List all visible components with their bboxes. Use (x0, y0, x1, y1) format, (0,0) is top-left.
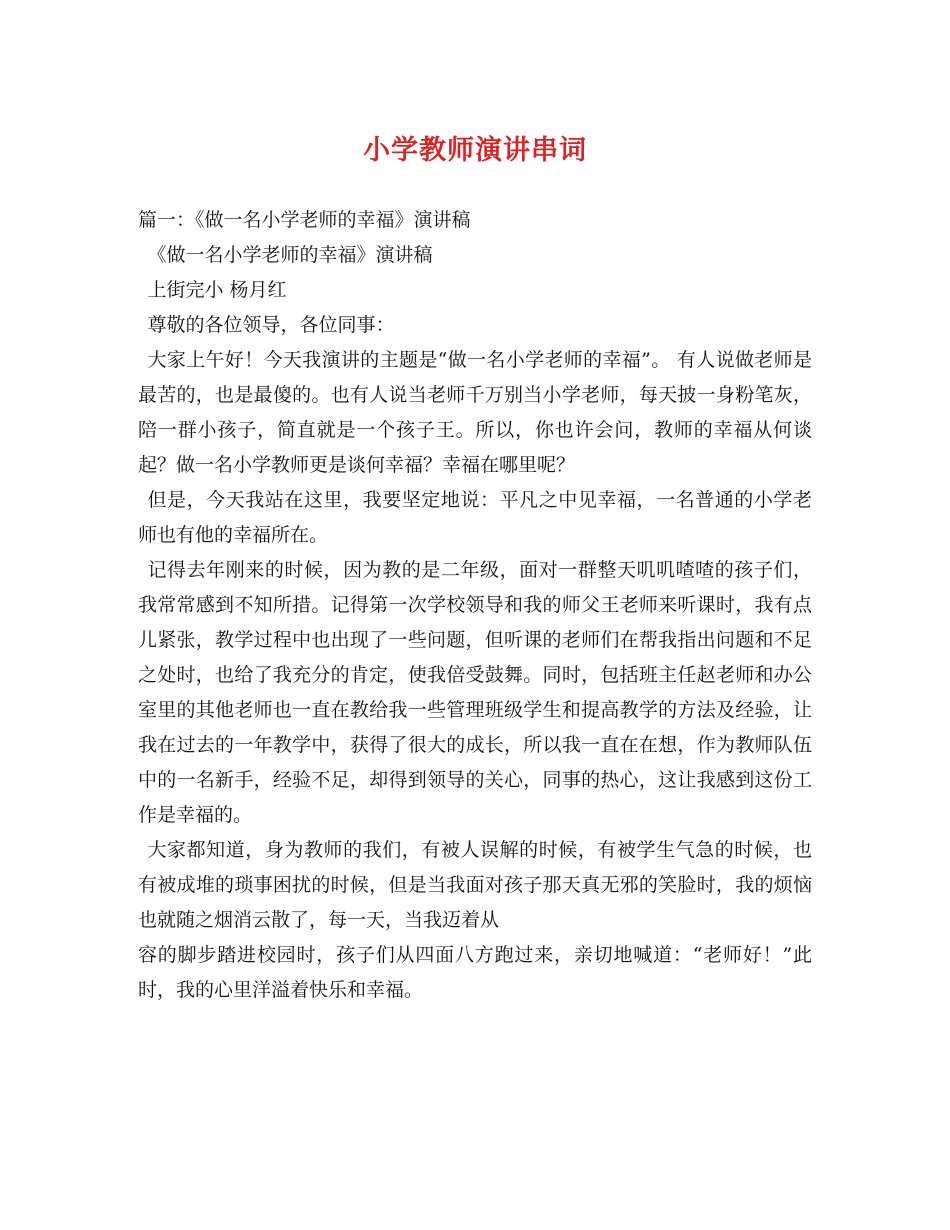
paragraph-subtitle: 《做一名小学老师的幸福》演讲稿 (147, 244, 433, 266)
document-title: 小学教师演讲串词 (363, 135, 587, 166)
paragraph-body: 容的脚步踏进校园时，孩子们从四面八方跑过来，亲切地喊道：“老师好！”此时，我的心里洋溢着快乐和幸福。 (138, 944, 812, 1001)
paragraph-heading: 篇一：《做一名小学老师的幸福》演讲稿 (138, 209, 471, 231)
document-body (138, 203, 812, 1008)
paragraph-body: 大家都知道，身为教师的我们，有被人误解的时候，有被学生气急的时候，也有被成堆的琐事困扰的时候，但是当我面对孩子那天真无邪的笑脸时，我的烦恼也就随之烟消云散了，每一天，当我迈着从 (138, 839, 812, 931)
paragraph-body: 但是，今天我站在这里，我要坚定地说：平凡之中见幸福，一名普通的小学老师也有他的幸福所在。 (138, 489, 812, 546)
paragraph-body: 大家上午好！今天我演讲的主题是“做一名小学老师的幸福”。 有人说做老师是最苦的，也是最傻的。也有人说当老师千万别当小学老师，每天披一身粉笔灰，陪一群小孩子，简直就是一个孩子王。所以，你也许会问，教师的幸福从何谈起？做一名小学教师更是谈何幸福？幸福在哪里呢？ (138, 349, 812, 476)
paragraph-greeting: 尊敬的各位领导，各位同事： (147, 314, 395, 336)
paragraph-body: 记得去年刚来的时候，因为教的是二年级，面对一群整天叽叽喳喳的孩子们，我常常感到不知所措。记得第一次学校领导和我的师父王老师来听课时，我有点儿紧张，教学过程中也出现了一些问题，但听课的老师们在帮我指出问题和不足之处时，也给了我充分的肯定，使我倍受鼓舞。同时，包括班主任赵老师和办公室里的其他老师也一直在教给我一些管理班级学生和提高教学的方法及经验，让我在过去的一年教学中，获得了很大的成长，所以我一直在在想，作为教师队伍中的一名新手，经验不足，却得到领导的关心，同事的热心，这让我感到这份工作是幸福的。 (138, 559, 812, 826)
paragraph-author: 上街完小 杨月红 (147, 279, 287, 301)
